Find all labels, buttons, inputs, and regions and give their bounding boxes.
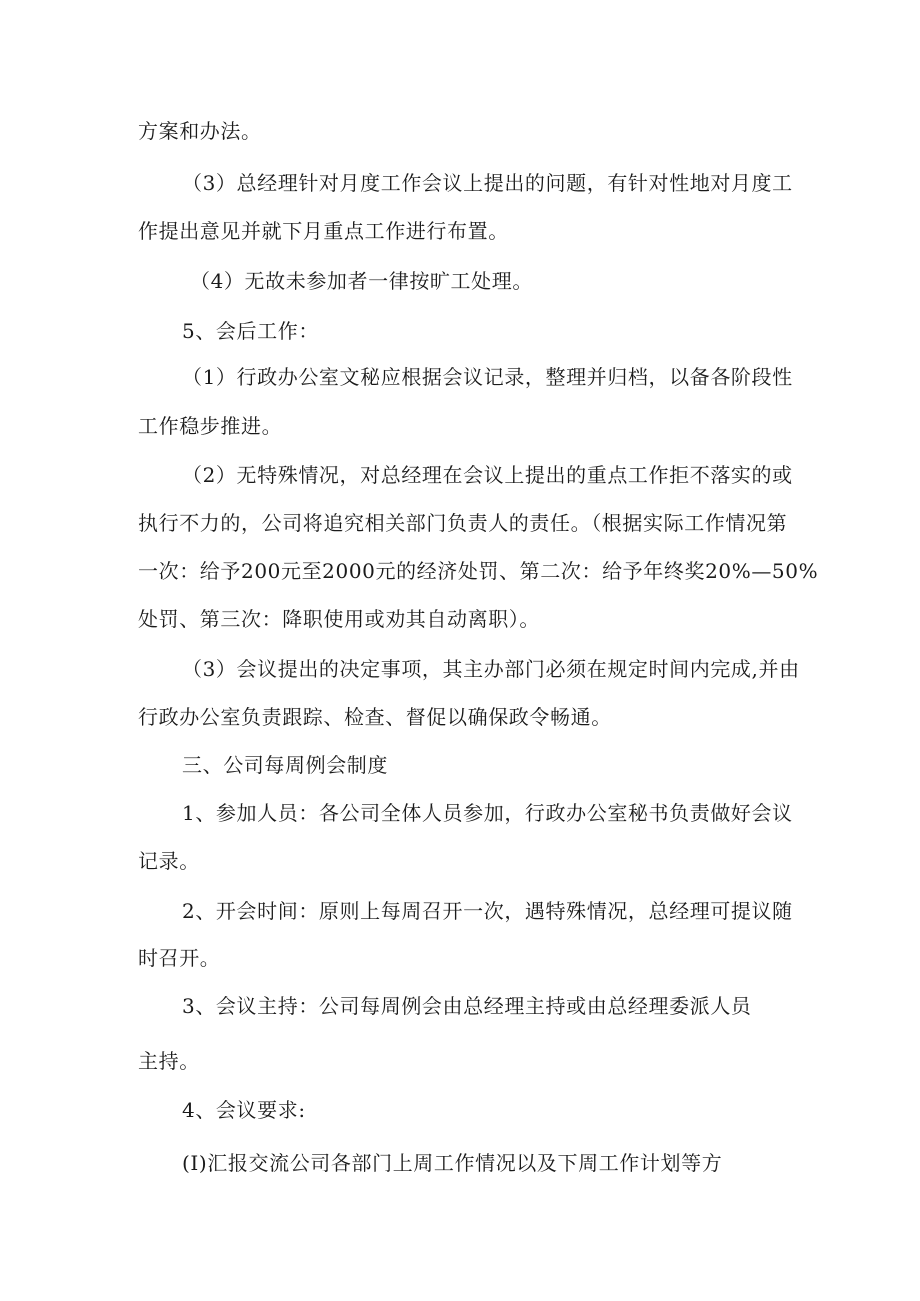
text-line: 行政办公室负责跟踪、检查、督促以确保政令畅通。 [138,705,612,729]
text-line: 处罚、第三次：降职使用或劝其自动离职）。 [138,607,540,631]
text-line: 方案和办法。 [138,119,262,143]
text-line: （4）无故未参加者一律按旷工处理。 [190,269,533,293]
section-heading: 5、会后工作： [182,319,319,343]
text-line: 记录。 [138,849,200,873]
section-heading: 三、公司每周例会制度 [182,753,388,777]
text-line: 2、开会时间：原则上每周召开一次，遇特殊情况，总经理可提议随 [182,899,793,923]
text-line: 3、会议主持：公司每周例会由总经理主持或由总经理委派人员 [182,994,752,1018]
text-line: 工作稳步推进。 [138,414,283,438]
text-line: 作提出意见并就下月重点工作进行布置。 [138,219,509,243]
text-line: （3）会议提出的决定事项，其主办部门必须在规定时间内完成,并由 [182,657,800,681]
text-line: 时召开。 [138,946,221,970]
text-line: 一次：给予200元至2000元的经济处罚、第二次：给予年终奖20%—50% [138,559,819,583]
text-line: 主持。 [138,1049,200,1073]
text-line: 执行不力的，公司将追究相关部门负责人的责任。（根据实际工作情况第 [138,511,788,535]
text-line: (I)汇报交流公司各部门上周工作情况以及下周工作计划等方 [182,1151,723,1175]
text-line: （1）行政办公室文秘应根据会议记录，整理并归档，以备各阶段性 [182,365,793,389]
text-line: 1、参加人员：各公司全体人员参加，行政办公室秘书负责做好会议 [182,801,793,825]
text-line: （3）总经理针对月度工作会议上提出的问题，有针对性地对月度工 [182,171,793,195]
text-line: （2）无特殊情况，对总经理在会议上提出的重点工作拒不落实的或 [182,463,793,487]
section-heading: 4、会议要求: [182,1098,306,1122]
